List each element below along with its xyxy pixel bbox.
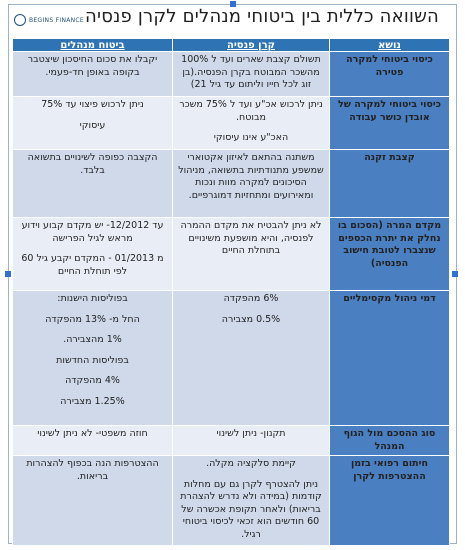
cell-text: עיסוקי [79,119,106,131]
line-gap [17,326,168,334]
line-gap [177,124,325,132]
row-subject: כיסוי ביטוחי למקרה של אובדן כושר עבודה [330,97,450,150]
cell-pension [173,456,330,546]
company-logo [14,14,84,26]
cell-managers [13,52,173,97]
table-row [13,52,450,97]
cell-text: לא ניתן להבטיח את מקדם ההמרה לפנסיה, והיא מושפעת משינויים בתוחלת החיים [180,220,322,256]
column-header-managers: ביטוח מנהלים [13,39,173,52]
cell-text: 4% מהפקדה [65,375,120,386]
line-gap [17,245,168,253]
table-row [13,426,450,456]
cell-text: חוזה משפטי- לא ניתן לשינוי [37,428,148,439]
table-row [13,97,450,150]
line-gap [177,471,325,479]
cell-text: תקנון- ניתן לשינוי [216,428,286,439]
row-subject: חיתום רפואי בזמן ההצטרפות לקרן [330,456,450,546]
cell-text: הקצבה כפופה לשינויים בתשואה בלבד. [27,152,158,176]
line-gap [17,367,168,375]
resize-handle-right[interactable] [452,271,458,277]
cell-pension [173,97,330,150]
row-subject: סוג ההסכם מול הגוף המנהל [330,426,450,456]
cell-text: ניתן לרכוש אכ"ע ועד ל 75% משכר מבוטח. [179,99,323,123]
cell-text: עד 12/2012- יש מקדם קבוע וידוע מראש לגיל הפרישה [21,220,164,244]
table-row [13,150,450,218]
resize-handle-left[interactable] [5,271,11,277]
cell-pension [173,426,330,456]
cell-managers [13,150,173,218]
page-title: השוואה כללית בין ביטוחי מנהלים לקרן פנסיה [85,6,439,27]
logo-text: BEGINS FINANCE [29,16,85,24]
cell-text: ניתן לרכוש פיצוי עד 75% [41,99,144,110]
cell-text: בפוליסות הישנות: [57,293,128,304]
row-subject: קצבת זקנה [330,150,450,218]
line-gap [17,388,168,396]
cell-text: תשולם קצבת שארים ועד ל 100% מהשכר המבוטח בקרן הפנסיה.(בן זוג לכל חייו וליתום עד גיל 21) [181,54,321,90]
cell-text: יקבלו את סכום החיסכון שיצטבר בקופה באופן חד-פעמי. [27,54,158,78]
cell-pension [173,291,330,426]
table-header-row [13,39,450,52]
line-gap [17,347,168,355]
cell-text: משתנה בהתאם לאיזון אקטוארי שמשפע מתנודתיות בתשואה, מניהול הסיכונים למקרה מוות ונכות ומאירועים ומתחזיות דמוגרפיים. [178,152,324,201]
logo-circle-icon [14,14,26,26]
column-header-pension: קרן פנסיה [173,39,330,52]
cell-text: החל מ- 13% מהפקדה [45,313,140,325]
cell-text: בפוליסות החדשות [56,354,129,366]
cell-pension [173,150,330,218]
cell-text: האכ"ע אינו עיסוקי [213,132,289,143]
cell-managers [13,291,173,426]
cell-text: 0.5% מצבירה [221,313,281,325]
row-subject: כיסוי ביטוחי למקרה פטירה [330,52,450,97]
cell-text: ניתן להצטרף לקרן גם עם מחלות קודמות (במידה ולא נדרש להצהרת בריאות) ולאחר תקופת אכשרה של 60 חודשים הוא זכאי לכיסוי ביטוחי רגיל. [180,478,322,540]
cell-managers [13,426,173,456]
cell-pension [173,52,330,97]
cell-managers [13,456,173,546]
cell-text: 1.25% מצבירה [60,395,125,407]
line-gap [17,306,168,314]
cell-text: 6% מהפקדה [223,293,279,304]
slide-header [10,6,453,34]
cell-text: ההצטרפות הנה בכפוף להצהרות בריאות. [26,458,159,482]
table-row [13,456,450,546]
table-row [13,218,450,291]
cell-managers [13,97,173,150]
cell-managers [13,218,173,291]
comparison-table [12,38,450,546]
cell-text: 1% מהצבירה. [63,334,122,345]
table-row [13,291,450,426]
cell-text: מ 01/2013 - המקדם יקבע גיל 60 לפי תוחלת החיים [21,253,164,277]
line-gap [17,112,168,120]
cell-text: קיימת סלקציה מקלה. [206,458,296,469]
row-subject: מקדם המרה (הסכום בו נחלק את יתרת הכספים שנצברו לטובת חישוב הפנסיה) [330,218,450,291]
row-subject: דמי ניהול מקסימליים [330,291,450,426]
column-header-subject: נושא [330,39,450,52]
line-gap [177,306,325,314]
cell-pension [173,218,330,291]
